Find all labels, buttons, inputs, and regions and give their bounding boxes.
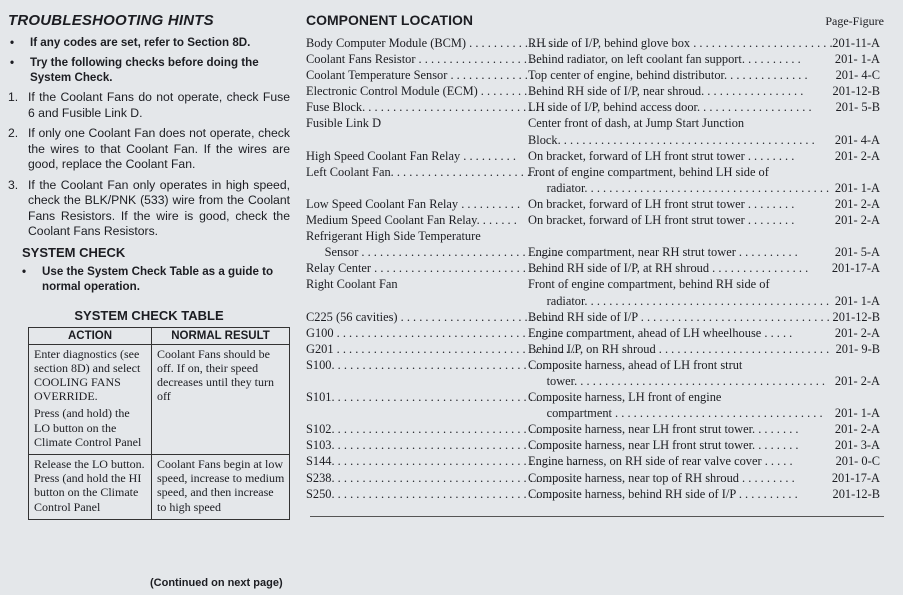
component-name: S103. . . . . . . . . . . . . . . . . . . . . . . . . . . . . . . . . . . . . . . . <box>306 438 577 453</box>
table-row <box>306 437 884 453</box>
table-row <box>306 276 884 292</box>
bullet-item <box>8 35 290 50</box>
component-location: radiator. . . . . . . . . . . . . . . . . . . . . . . . . . . . . . . . . . . . . . . . <box>528 180 830 195</box>
table-row <box>306 35 884 51</box>
item-number: 1. <box>8 90 19 104</box>
component-location: Composite harness, LH front of engine <box>528 390 722 405</box>
bullet-icon: • <box>10 56 15 69</box>
page-figure: 201- 1-A <box>834 293 880 308</box>
action-cell <box>29 344 152 454</box>
page-figure: 201- 0-C <box>835 454 880 469</box>
component-name: Sensor . . . . . . . . . . . . . . . . . . . . . . . . . . . . . . . . . <box>306 245 563 260</box>
table-row <box>306 293 884 309</box>
table-row <box>306 99 884 115</box>
table-row <box>306 486 884 502</box>
component-location-title: COMPONENT LOCATION <box>306 12 473 28</box>
action-step: Release the LO button. Press (and hold the HI button on the Climate Control Panel <box>34 456 145 514</box>
action-cell <box>29 454 152 519</box>
page-figure: 201-17-A <box>831 470 880 485</box>
component-location: Composite harness, near LH front strut tower. . . . . . . . <box>528 438 799 453</box>
component-name: S250. . . . . . . . . . . . . . . . . . . . . . . . . . . . . . . . . . . . . . . . <box>306 486 577 501</box>
item-text: If the Coolant Fan only operates in high speed, check the BLK/PNK (533) wire from the Coolant Fans Resistors. If the wire is good, check the Coolant Fans Resistors. <box>28 177 290 238</box>
table-row <box>306 180 884 196</box>
component-location: Center front of dash, at Jump Start Junction <box>528 116 745 131</box>
table-row <box>306 164 884 180</box>
item-number: 2. <box>8 126 19 140</box>
page-figure: 201- 2-A <box>834 325 880 340</box>
table-row <box>306 309 884 325</box>
page-figure: 201- 4-C <box>835 68 880 83</box>
page-figure: 201- 5-B <box>835 100 880 115</box>
table-row <box>306 132 884 148</box>
component-location: On bracket, forward of LH front strut tower . . . . . . . . <box>528 148 795 163</box>
bullet-text: If any codes are set, refer to Section 8D. <box>30 36 251 49</box>
component-location: Front of engine compartment, behind RH side of <box>528 277 770 292</box>
component-location: Front of engine compartment, behind LH side of <box>528 164 769 179</box>
component-location: LH side of I/P, behind access door. . . . . . . . . . . . . . . . . . . <box>528 100 812 115</box>
page-figure: 201- 9-B <box>835 341 880 356</box>
component-name: Coolant Fans Resistor . . . . . . . . . . . . . . . . . . . . . <box>306 52 546 67</box>
page-figure: 201- 5-A <box>834 245 880 260</box>
component-location: Top center of engine, behind distributor. . . . . . . . . . . . . . <box>528 68 808 83</box>
page-figure: 201- 1-A <box>834 180 880 195</box>
result-cell: Coolant Fans begin at low speed, increase to medium speed, and then increase to high speed <box>152 454 290 519</box>
component-location: Behind RH side of I/P, near shroud. . . . . . . . . . . . . . . . . <box>528 84 804 99</box>
component-name: S238. . . . . . . . . . . . . . . . . . . . . . . . . . . . . . . . . . . . . . . . <box>306 470 577 485</box>
item-text: If the Coolant Fans do not operate, check Fuse 6 and Fusible Link D. <box>28 90 290 120</box>
component-location: Behind RH side of I/P . . . . . . . . . . . . . . . . . . . . . . . . . . . . . . . <box>528 309 830 324</box>
component-name: Medium Speed Coolant Fan Relay. . . . . . . <box>306 213 517 228</box>
bottom-rule <box>310 516 884 517</box>
table-row <box>306 260 884 276</box>
page-figure: 201- 2-A <box>834 213 880 228</box>
component-name: High Speed Coolant Fan Relay . . . . . . . . . <box>306 148 516 163</box>
page-figure: 201- 4-A <box>834 132 880 147</box>
component-location: Engine harness, on RH side of rear valve cover . . . . . <box>528 454 793 469</box>
table-row <box>306 115 884 131</box>
bullet-text: Use the System Check Table as a guide to normal operation. <box>42 264 274 293</box>
numbered-item <box>8 90 290 121</box>
component-name: G100 . . . . . . . . . . . . . . . . . . . . . . . . . . . . . . . . . . . . . . . <box>306 325 576 340</box>
table-row <box>306 470 884 486</box>
component-location: Behind RH side of I/P, at RH shroud . . . . . . . . . . . . . . . . <box>528 261 809 276</box>
bullet-item <box>8 55 290 85</box>
component-location: Block. . . . . . . . . . . . . . . . . . . . . . . . . . . . . . . . . . . . . . . . . . <box>528 132 815 147</box>
component-name: Body Computer Module (BCM) . . . . . . . . . . . . . . . . <box>306 36 566 50</box>
component-location: compartment . . . . . . . . . . . . . . . . . . . . . . . . . . . . . . . . . . <box>528 406 823 421</box>
page-figure-header: Page-Figure <box>825 14 884 28</box>
table-row <box>306 325 884 341</box>
bullet-icon: • <box>10 36 15 49</box>
component-location: Composite harness, ahead of LH front strut <box>528 357 743 372</box>
troubleshooting-title: TROUBLESHOOTING HINTS <box>8 12 214 29</box>
continued-note: (Continued on next page) <box>150 577 283 589</box>
component-name: C225 (56 cavities) . . . . . . . . . . . . . . . . . . . . . . . . . . <box>306 309 559 324</box>
component-name: Refrigerant High Side Temperature <box>306 229 481 244</box>
numbered-item <box>8 126 290 173</box>
action-step: Press (and hold) the LO button on the Climate Control Panel <box>34 406 142 449</box>
component-location: Composite harness, behind RH side of I/P . . . . . . . . . . <box>528 486 798 501</box>
page-figure: 201-12-B <box>832 84 880 99</box>
component-table <box>306 35 884 502</box>
table-row <box>306 148 884 164</box>
table-row <box>306 357 884 373</box>
numbered-item <box>8 178 290 240</box>
page-figure: 201- 2-A <box>834 422 880 437</box>
table-row <box>306 212 884 228</box>
component-name: Electronic Control Module (ECM) . . . . . . . . . . <box>306 84 540 99</box>
table-row <box>306 196 884 212</box>
component-name: S102. . . . . . . . . . . . . . . . . . . . . . . . . . . . . . . . . . . . . . . . <box>306 422 577 437</box>
component-location: RH side of I/P, behind glove box . . . . . . . . . . . . . . . . . . . . . . . <box>528 36 833 50</box>
page-figure: 201- 3-A <box>834 438 880 453</box>
component-location: radiator. . . . . . . . . . . . . . . . . . . . . . . . . . . . . . . . . . . . . . . . <box>528 293 830 308</box>
table-row <box>306 67 884 83</box>
component-location: Behind radiator, on left coolant fan support. . . . . . . . . . <box>528 52 801 67</box>
table-row <box>306 421 884 437</box>
action-step: Enter diagnostics (see section 8D) and select COOLING FANS OVERRIDE. <box>34 346 141 404</box>
column-header-result: NORMAL RESULT <box>152 327 290 344</box>
bullet-text: Try the following checks before doing the System Check. <box>30 56 259 84</box>
component-name: Coolant Temperature Sensor . . . . . . . . . . . . . . <box>306 68 535 83</box>
page-figure: 201- 1-A <box>834 406 880 421</box>
table-row <box>306 51 884 67</box>
component-location: tower. . . . . . . . . . . . . . . . . . . . . . . . . . . . . . . . . . . . . . . . . <box>528 373 826 388</box>
table-row <box>306 244 884 260</box>
component-location: On bracket, forward of LH front strut tower . . . . . . . . <box>528 196 795 211</box>
table-row <box>306 373 884 389</box>
component-name: Low Speed Coolant Fan Relay . . . . . . . . . . <box>306 196 521 211</box>
page-figure: 201-12-B <box>832 486 880 501</box>
component-name: Relay Center . . . . . . . . . . . . . . . . . . . . . . . . . . . . . . <box>306 261 557 276</box>
page-figure: 201-12-B <box>832 309 880 324</box>
table-row <box>306 389 884 405</box>
page-figure: 201-11-A <box>832 36 880 50</box>
component-name: Right Coolant Fan <box>306 277 398 292</box>
table-row <box>29 454 290 519</box>
table-row <box>306 341 884 357</box>
component-location: Composite harness, near LH front strut tower. . . . . . . . <box>528 422 799 437</box>
table-header-row <box>29 327 290 344</box>
page-figure: 201- 2-A <box>834 148 880 163</box>
component-location: Composite harness, near top of RH shroud . . . . . . . . . <box>528 470 795 485</box>
table-row <box>306 83 884 99</box>
result-cell: Coolant Fans should be off. If on, their speed decreases until they turn off <box>152 344 290 454</box>
component-name: S100. . . . . . . . . . . . . . . . . . . . . . . . . . . . . . . . . . . . . . . . <box>306 357 577 372</box>
system-check-title: SYSTEM CHECK <box>22 244 126 260</box>
component-name: Fuse Block. . . . . . . . . . . . . . . . . . . . . . . . . . . . . . . <box>306 100 552 115</box>
item-text: If only one Coolant Fan does not operate, check the wires to that Coolant Fan. If the wires are good, replace the Coolant Fan. <box>28 126 290 171</box>
system-check-table-title: SYSTEM CHECK TABLE <box>74 307 224 323</box>
component-name: S144. . . . . . . . . . . . . . . . . . . . . . . . . . . . . . . . . . . . . . . . <box>306 454 577 469</box>
table-row <box>306 228 884 244</box>
component-name: S101. . . . . . . . . . . . . . . . . . . . . . . . . . . . . . . . . . . . . . . . <box>306 390 577 405</box>
table-row <box>29 344 290 454</box>
component-location: Engine compartment, ahead of LH wheelhouse . . . . . <box>528 325 793 340</box>
troubleshooting-column <box>8 12 290 520</box>
component-name: Fusible Link D <box>306 116 382 131</box>
page-figure: 201- 2-A <box>834 196 880 211</box>
column-header-action: ACTION <box>29 327 152 344</box>
page-figure: 201- 1-A <box>834 52 880 67</box>
page-figure: 201- 2-A <box>834 373 880 388</box>
component-name: G201 . . . . . . . . . . . . . . . . . . . . . . . . . . . . . . . . . . . . . . . <box>306 341 576 356</box>
page-figure: 201-17-A <box>831 261 880 276</box>
component-location: On bracket, forward of LH front strut tower . . . . . . . . <box>528 213 795 228</box>
item-number: 3. <box>8 177 19 192</box>
component-location: Engine compartment, near RH strut tower . . . . . . . . . . <box>528 245 798 260</box>
bullet-icon: • <box>22 264 27 278</box>
table-row <box>306 453 884 469</box>
component-name: Left Coolant Fan. . . . . . . . . . . . . . . . . . . . . . . . . . . . <box>306 164 562 179</box>
system-check-table <box>28 327 290 520</box>
component-location: Behind I/P, on RH shroud . . . . . . . . . . . . . . . . . . . . . . . . . . . . <box>528 341 830 356</box>
bullet-item <box>20 264 290 294</box>
table-row <box>306 405 884 421</box>
